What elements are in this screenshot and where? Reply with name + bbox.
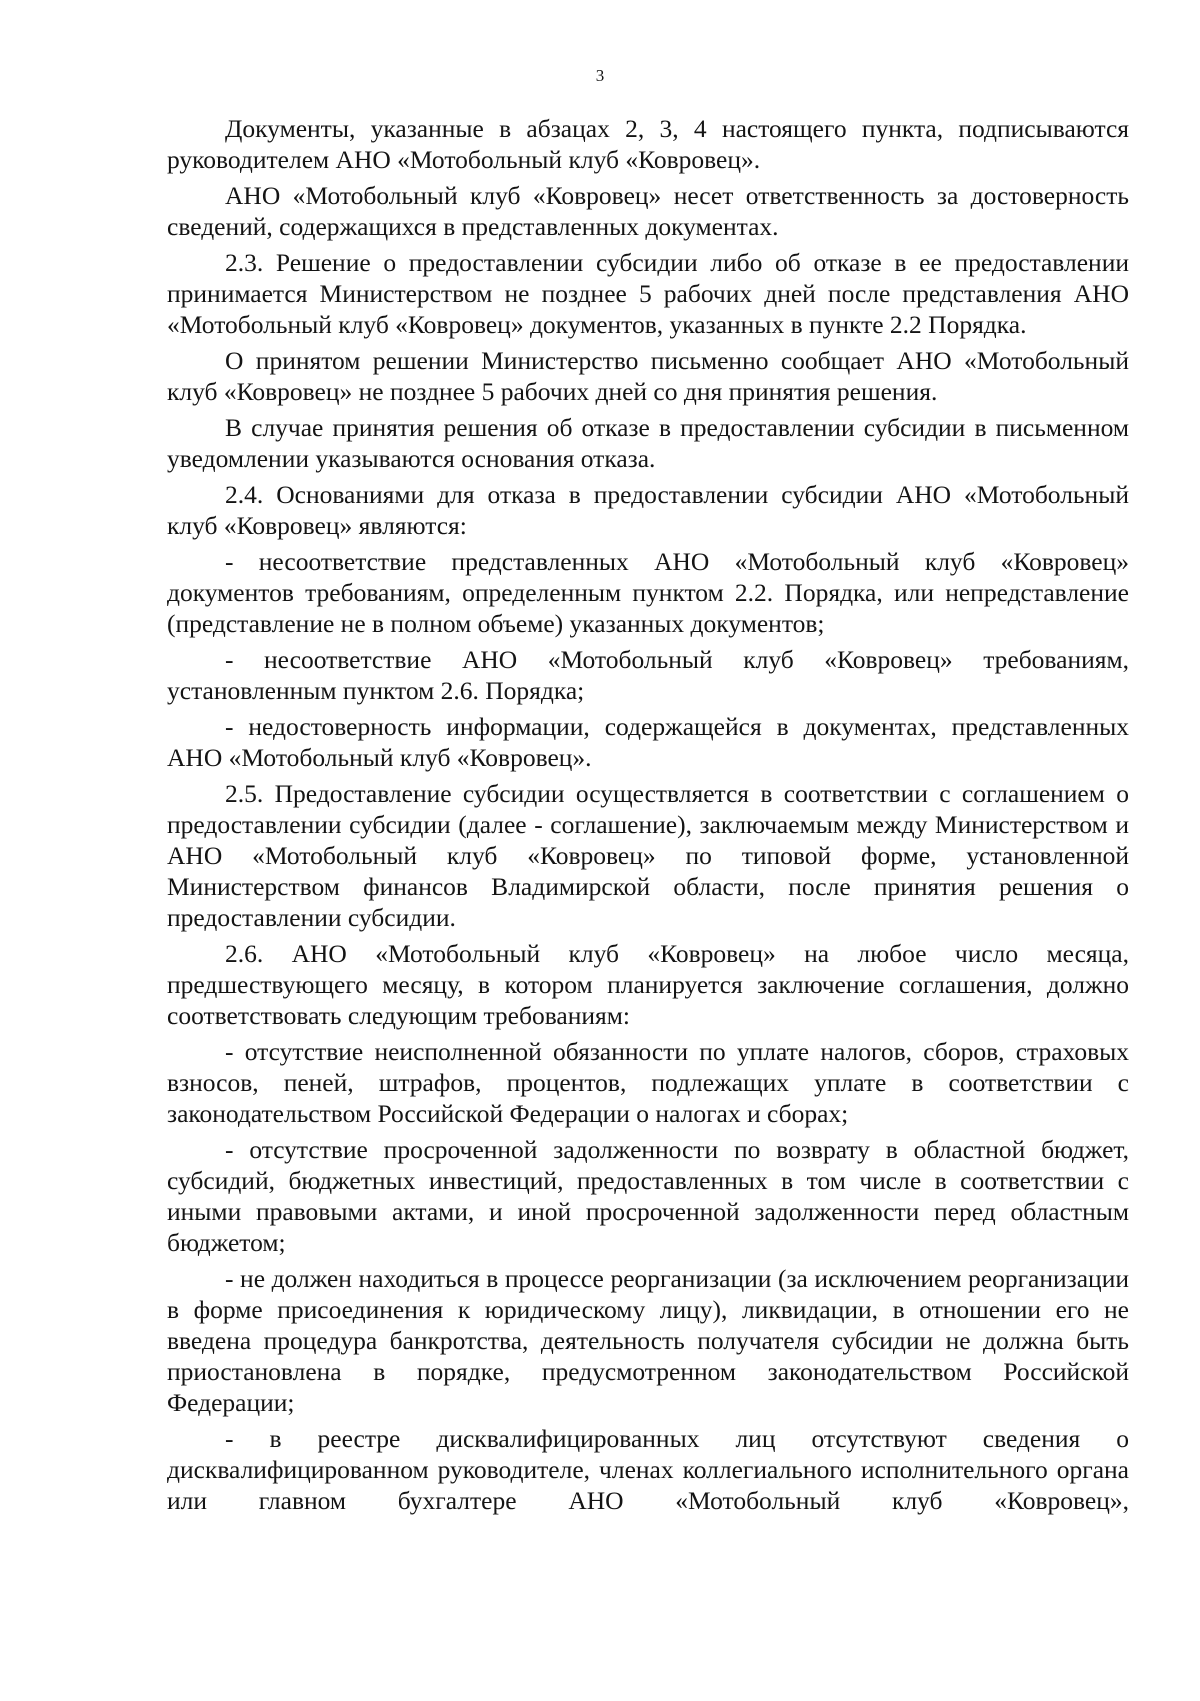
paragraph-refusal-grounds-notice: В случае принятия решения об отказе в предоставлении субсидии в письменном уведомлении указываются основания отказа. [167, 413, 1129, 473]
paragraph-2-5: 2.5. Предоставление субсидии осуществляется в соответствии с соглашением о предоставлении субсидии (далее - соглашение), заключаемым между Министерством и АНО «Мотобольный клуб «Ковровец» по типовой форме, установленной Министерством финансов Владимирской области, после принятия решения о предоставлении субсидии. [167, 779, 1129, 932]
list-item-no-reorganization: - не должен находиться в процессе реорганизации (за исключением реорганизации в форме присоединения к юридическому лицу), ликвидации, в отношении его не введена процедура банкротства, деятельность получателя субсидии не должна быть приостановлена в порядке, предусмотренном законодательством Российской Федерации; [167, 1264, 1129, 1417]
paragraph-2-6: 2.6. АНО «Мотобольный клуб «Ковровец» на любое число месяца, предшествующего месяцу, в котором планируется заключение соглашения, должно соответствовать следующим требованиям: [167, 939, 1129, 1030]
list-item-unreliable-information: - недостоверность информации, содержащейся в документах, представленных АНО «Мотобольный клуб «Ковровец». [167, 712, 1129, 772]
paragraph-documents-signed: Документы, указанные в абзацах 2, 3, 4 настоящего пункта, подписываются руководителем АНО «Мотобольный клуб «Ковровец». [167, 114, 1129, 174]
page-number: 3 [595, 66, 605, 85]
paragraph-2-3: 2.3. Решение о предоставлении субсидии либо об отказе в ее предоставлении принимается Министерством не позднее 5 рабочих дней после представления АНО «Мотобольный клуб «Ковровец» документов, указанных в пункте 2.2 Порядка. [167, 248, 1129, 339]
paragraph-responsibility: АНО «Мотобольный клуб «Ковровец» несет ответственность за достоверность сведений, содержащихся в представленных документах. [167, 181, 1129, 241]
list-item-disqualified-persons: - в реестре дисквалифицированных лиц отсутствуют сведения о дисквалифицированном руководителе, членах коллегиального исполнительного органа или главном бухгалтере АНО «Мотобольный клуб «Ковровец», [167, 1424, 1129, 1515]
paragraph-2-4: 2.4. Основаниями для отказа в предоставлении субсидии АНО «Мотобольный клуб «Ковровец» являются: [167, 480, 1129, 540]
list-item-nonconformity-documents: - несоответствие представленных АНО «Мотобольный клуб «Ковровец» документов требованиям, определенным пунктом 2.2. Порядка, или непредставление (представление не в полном объеме) указанных документов; [167, 547, 1129, 638]
paragraph-notification: О принятом решении Министерство письменно сообщает АНО «Мотобольный клуб «Ковровец» не позднее 5 рабочих дней со дня принятия решения. [167, 346, 1129, 406]
list-item-no-budget-debt: - отсутствие просроченной задолженности по возврату в областной бюджет, субсидий, бюджетных инвестиций, предоставленных в том числе в соответствии с иными правовыми актами, и иной просроченной задолженности перед областным бюджетом; [167, 1135, 1129, 1257]
list-item-nonconformity-requirements: - несоответствие АНО «Мотобольный клуб «Ковровец» требованиям, установленным пунктом 2.6. Порядка; [167, 645, 1129, 705]
document-body [167, 113, 1129, 1516]
list-item-no-tax-debt: - отсутствие неисполненной обязанности по уплате налогов, сборов, страховых взносов, пеней, штрафов, процентов, подлежащих уплате в соответствии с законодательством Российской Федерации о налогах и сборах; [167, 1037, 1129, 1128]
